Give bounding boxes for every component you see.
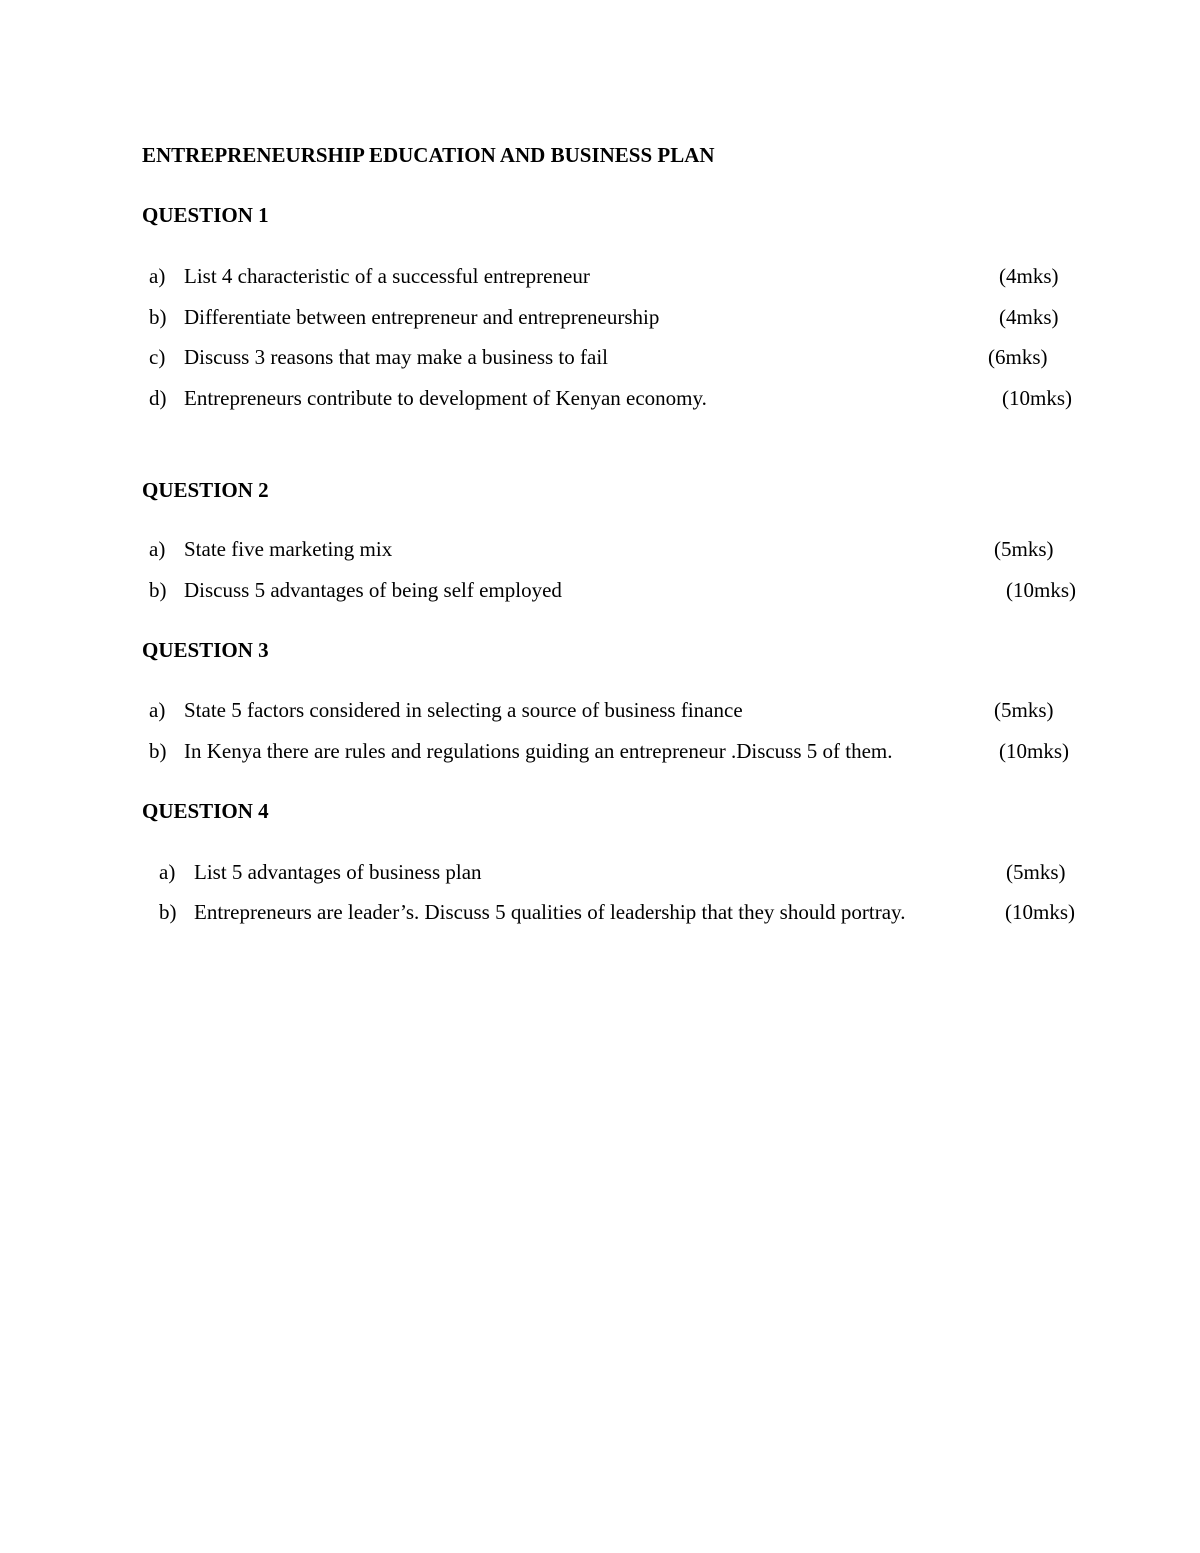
q1-item-d-marks: (10mks) (1002, 386, 1072, 410)
q1-item-b-text: Differentiate between entrepreneur and entrepreneurship (184, 305, 660, 329)
q4-item-b-marks: (10mks) (1005, 900, 1075, 924)
q1-item-b-marks: (4mks) (999, 305, 1059, 329)
q4-item-a-marks: (5mks) (1006, 860, 1066, 884)
q1-item-c-text: Discuss 3 reasons that may make a business to fail (184, 345, 608, 369)
q3-item-b-marks: (10mks) (999, 739, 1069, 763)
q3-item-a-marks: (5mks) (994, 698, 1054, 722)
q1-item-c-letter: c) (149, 345, 166, 369)
q2-item-a-letter: a) (149, 537, 166, 561)
q3-item-a-letter: a) (149, 698, 166, 722)
q4-item-a-text: List 5 advantages of business plan (194, 860, 482, 884)
q2-item-b-marks: (10mks) (1006, 578, 1076, 602)
q3-item-b-letter: b) (149, 739, 167, 763)
q2-item-a-marks: (5mks) (994, 537, 1054, 561)
document-title: ENTREPRENEURSHIP EDUCATION AND BUSINESS PLAN (142, 143, 715, 167)
q1-item-d-letter: d) (149, 386, 167, 410)
question-1-heading: QUESTION 1 (142, 203, 269, 227)
question-4-heading: QUESTION 4 (142, 799, 269, 823)
q1-item-c-marks: (6mks) (988, 345, 1048, 369)
q3-item-a-text: State 5 factors considered in selecting a source of business finance (184, 698, 743, 722)
q1-item-a-marks: (4mks) (999, 264, 1059, 288)
q2-item-b-letter: b) (149, 578, 167, 602)
q4-item-b-text: Entrepreneurs are leader’s. Discuss 5 qualities of leadership that they should portray. (194, 900, 906, 924)
q1-item-a-text: List 4 characteristic of a successful entrepreneur (184, 264, 590, 288)
question-3-heading: QUESTION 3 (142, 638, 269, 662)
q4-item-b-letter: b) (159, 900, 177, 924)
question-2-heading: QUESTION 2 (142, 478, 269, 502)
q3-item-b-text: In Kenya there are rules and regulations guiding an entrepreneur .Discuss 5 of them. (184, 739, 893, 763)
q1-item-a-letter: a) (149, 264, 166, 288)
q2-item-a-text: State five marketing mix (184, 537, 393, 561)
q1-item-b-letter: b) (149, 305, 167, 329)
q1-item-d-text: Entrepreneurs contribute to development of Kenyan economy. (184, 386, 707, 410)
q4-item-a-letter: a) (159, 860, 176, 884)
q2-item-b-text: Discuss 5 advantages of being self employed (184, 578, 562, 602)
